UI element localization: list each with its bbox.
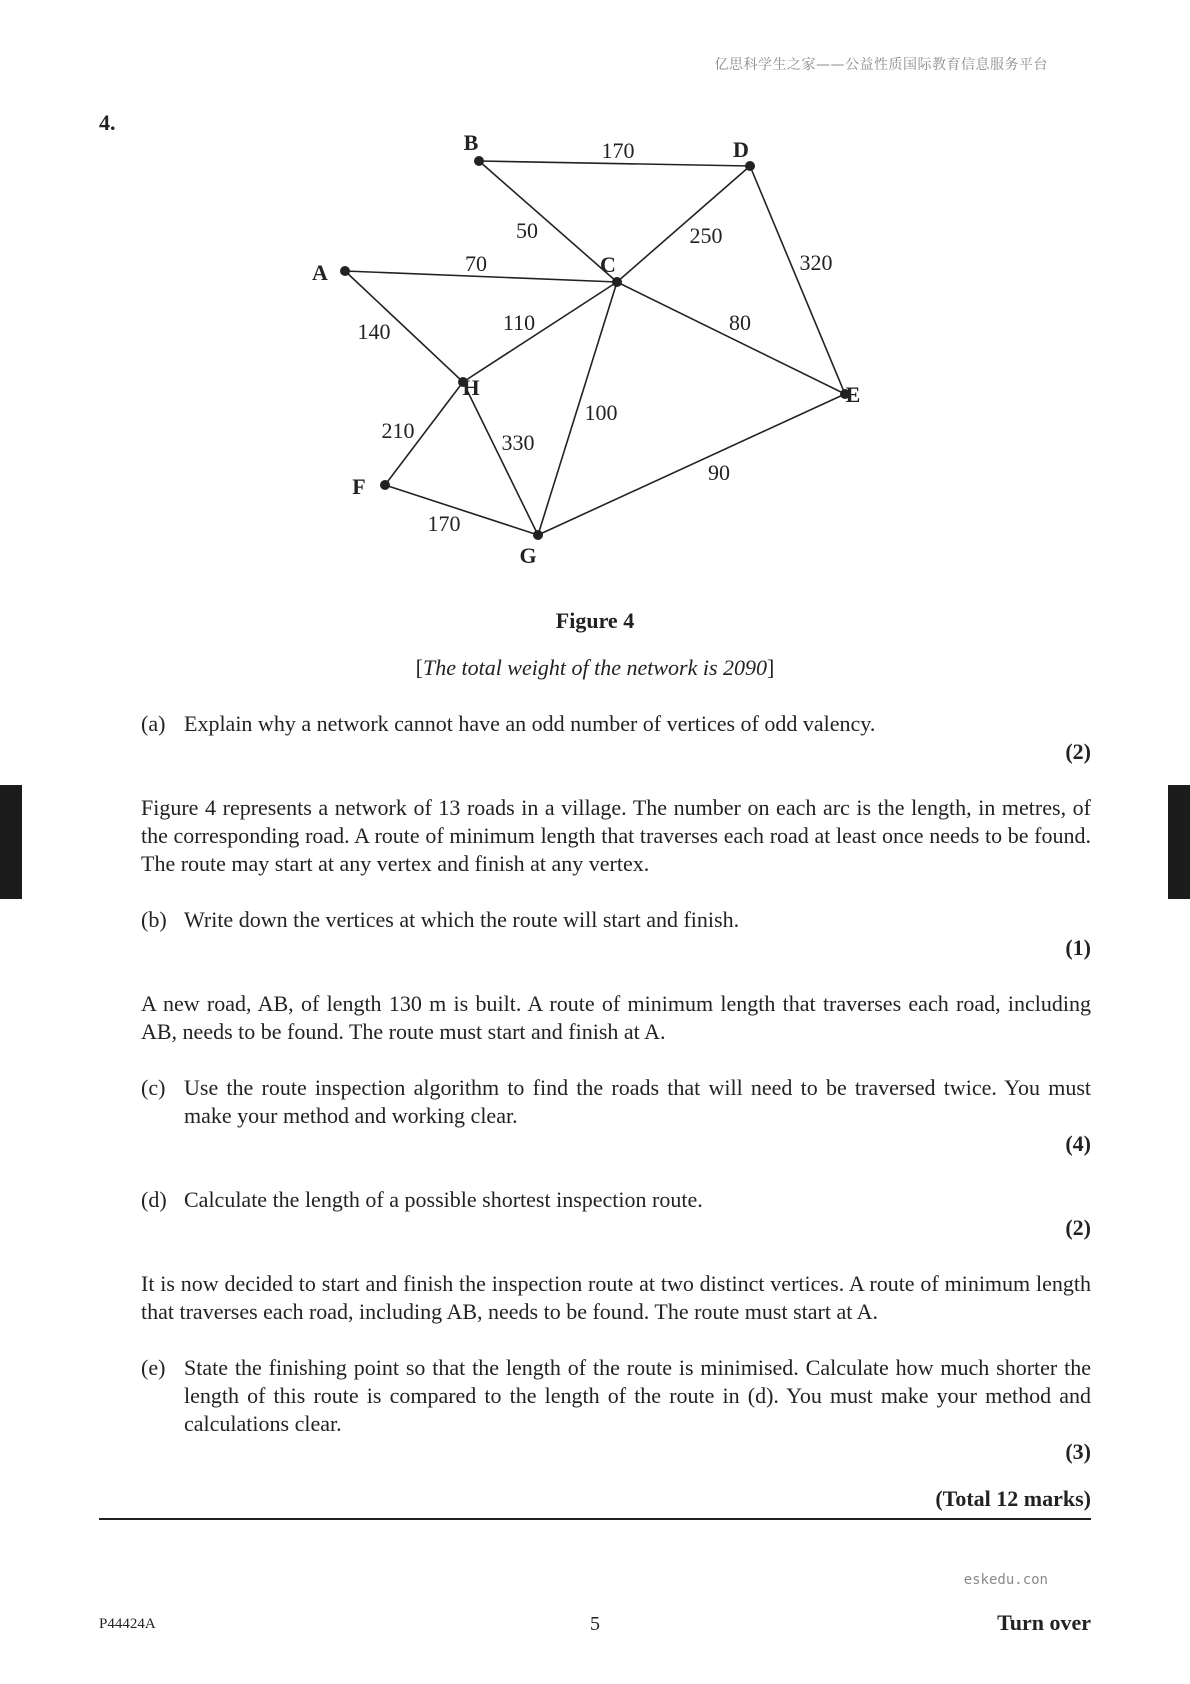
part-d: [141, 1186, 1091, 1214]
intro-paragraph-1: Figure 4 represents a network of 13 roads in a village. The number on each arc is the length, in metres, of the corresponding road. A route of minimum length that traverses each road at least once needs to be found. The route may start at any vertex and finish at any vertex.: [141, 795, 1091, 876]
right-margin-bar: [1168, 785, 1190, 899]
edge-weight-HC: 110: [502, 310, 536, 335]
vertex-F: [380, 480, 390, 490]
marks-a: (2): [1065, 739, 1091, 764]
header-note: 亿思科学生之家——公益性质国际教育信息服务平台: [714, 57, 1048, 73]
edge-CD: [617, 166, 750, 282]
edge-weight-BD: 170: [601, 138, 635, 163]
vertex-label-D: D: [733, 137, 749, 162]
marks-d: (2): [1065, 1215, 1091, 1240]
left-margin-bar: [0, 785, 22, 899]
part-label: (d): [141, 1187, 167, 1212]
network-figure: [0, 0, 1190, 600]
vertex-B: [474, 156, 484, 166]
part-label: (b): [141, 907, 167, 932]
marks-c: (4): [1065, 1131, 1091, 1156]
vertex-label-G: G: [519, 543, 537, 568]
part-label: (a): [141, 711, 166, 736]
part-a: [141, 710, 1091, 738]
edge-BC: [479, 161, 617, 282]
intro-paragraph-2: A new road, AB, of length 130 m is built. A route of minimum length that traverses each road, including AB, needs to be found. The route must start and finish at A.: [141, 991, 1091, 1044]
part-label: (c): [141, 1075, 166, 1100]
edge-HC: [463, 282, 617, 382]
vertex-A: [340, 266, 350, 276]
vertex-C: [612, 277, 622, 287]
edge-weight-HF: 210: [381, 418, 415, 443]
marks-e: (3): [1065, 1439, 1091, 1464]
edge-FG: [385, 485, 538, 535]
edge-weight-AH: 140: [357, 319, 391, 344]
vertex-D: [745, 161, 755, 171]
vertex-G: [533, 530, 543, 540]
edge-DE: [750, 166, 845, 394]
part-label: (e): [141, 1355, 166, 1380]
edge-weight-DE: 320: [799, 250, 833, 275]
vertex-label-B: B: [463, 130, 479, 155]
edge-weight-EG: 90: [708, 460, 730, 485]
edge-weight-CE: 80: [729, 310, 751, 335]
figure-note: [The total weight of the network is 2090]: [415, 655, 775, 680]
part-text: Use the route inspection algorithm to find the roads that will need to be traversed twice. You must make your method and working clear.: [184, 1075, 1091, 1128]
edge-weight-BC: 50: [516, 218, 538, 243]
edge-CE: [617, 282, 845, 394]
figure-note-italic: The total weight of the network is 2090: [422, 655, 768, 680]
total-marks: (Total 12 marks): [935, 1486, 1091, 1511]
vertex-label-C: C: [600, 252, 616, 277]
part-text: State the finishing point so that the length of the route is minimised. Calculate how much shorter the length of this route is compared to the length of the route in (d). You must make your method and calculations clear.: [184, 1355, 1091, 1436]
part-text: Calculate the length of a possible shortest inspection route.: [184, 1187, 703, 1212]
turn-over: Turn over: [997, 1610, 1091, 1635]
divider-line: [99, 1518, 1091, 1520]
edge-weight-CG: 100: [584, 400, 618, 425]
vertex-label-E: E: [845, 382, 861, 407]
part-b: [141, 906, 1091, 934]
part-c: [141, 1074, 1091, 1130]
edge-weight-HG: 330: [501, 430, 535, 455]
edge-weight-CD: 250: [689, 223, 723, 248]
edge-HG: [463, 382, 538, 535]
intro-paragraph-3: It is now decided to start and finish the inspection route at two distinct vertices. A route of minimum length that traverses each road, including AB, needs to be found. The route must start at A.: [141, 1271, 1091, 1324]
edge-weight-AC: 70: [465, 251, 487, 276]
vertex-label-A: A: [312, 260, 328, 285]
part-text: Write down the vertices at which the route will start and finish.: [184, 907, 740, 932]
question-number: 4.: [99, 110, 116, 135]
page-number: 5: [590, 1613, 600, 1635]
vertex-label-H: H: [462, 375, 480, 400]
marks-b: (1): [1065, 935, 1091, 960]
part-text: Explain why a network cannot have an odd number of vertices of odd valency.: [184, 711, 876, 736]
part-e: [141, 1354, 1091, 1438]
figure-title: Figure 4: [555, 608, 635, 633]
edge-weight-FG: 170: [427, 511, 461, 536]
watermark: eskedu.con: [963, 1572, 1048, 1588]
paper-code: P44424A: [99, 1616, 156, 1632]
vertex-label-F: F: [352, 474, 366, 499]
